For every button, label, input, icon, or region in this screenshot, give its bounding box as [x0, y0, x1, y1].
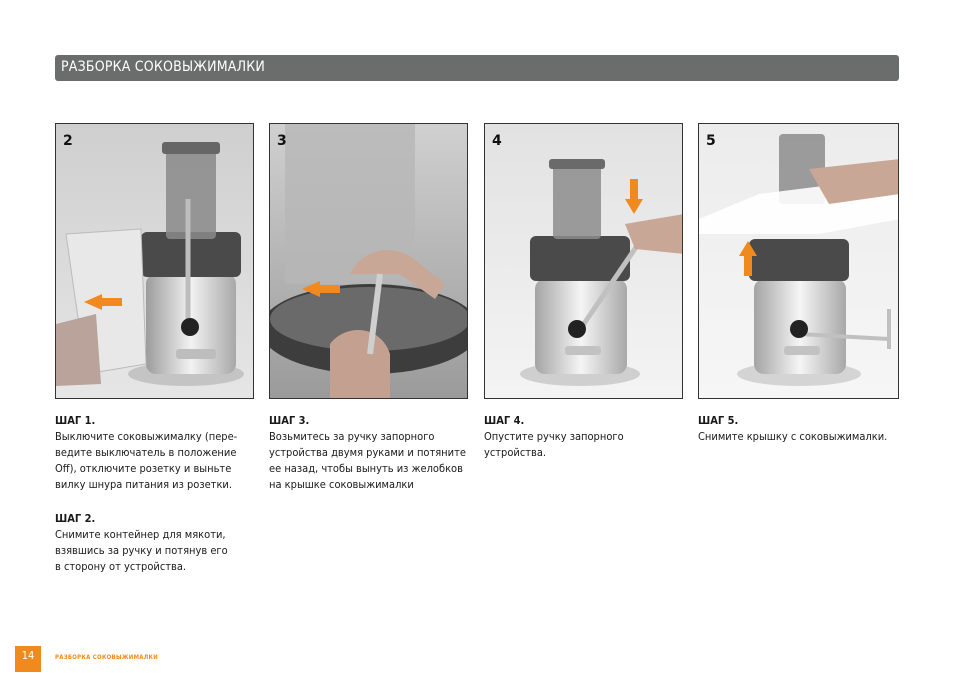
step-2-line: Снимите контейнер для мякоти, [55, 528, 226, 541]
step-1-line: вилку шнура питания из розетки. [55, 478, 232, 491]
footer-section-label: РАЗБОРКА СОКОВЫЖИМАЛКИ [55, 654, 159, 661]
step-2-line: в сторону от устройства. [55, 560, 187, 573]
step-1-caption [55, 413, 245, 493]
photo-number: 2 [63, 133, 73, 149]
photo-step-5 [698, 123, 899, 399]
photo-number: 5 [706, 133, 716, 149]
step-5-title: ШАГ 5. [698, 414, 739, 427]
juicer-illustration-2 [56, 124, 254, 399]
step-3-line: ее назад, чтобы вынуть из желобков [269, 462, 463, 475]
photo-step-3 [269, 123, 468, 399]
step-1-title: ШАГ 1. [55, 414, 96, 427]
step-2-title: ШАГ 2. [55, 512, 96, 525]
step-2-caption [55, 511, 245, 575]
step-1-line: Выключите соковыжималку (пере- [55, 430, 238, 443]
juicer-illustration-3 [270, 124, 468, 399]
step-4-title: ШАГ 4. [484, 414, 525, 427]
photo-step-2 [55, 123, 254, 399]
photo-number: 4 [492, 133, 502, 149]
juicer-illustration-5 [699, 124, 899, 399]
section-header-bar [55, 55, 899, 81]
page-number: 14 [15, 646, 41, 672]
step-4-line: устройства. [484, 446, 547, 459]
step-3-title: ШАГ 3. [269, 414, 310, 427]
step-4-line: Опустите ручку запорного [484, 430, 624, 443]
step-5-caption [698, 413, 899, 445]
step-1-line: ведите выключатель в положение [55, 446, 237, 459]
section-title: РАЗБОРКА СОКОВЫЖИМАЛКИ [61, 59, 266, 75]
step-3-caption [269, 413, 474, 493]
step-2-line: взявшись за ручку и потянув его [55, 544, 228, 557]
photo-step-4 [484, 123, 683, 399]
step-3-line: Возьмитесь за ручку запорного [269, 430, 435, 443]
step-3-line: на крышке соковыжималки [269, 478, 414, 491]
step-1-line: Off), отключите розетку и выньте [55, 462, 232, 475]
step-4-caption [484, 413, 674, 461]
step-5-line: Снимите крышку с соковыжималки. [698, 430, 888, 443]
juicer-illustration-4 [485, 124, 683, 399]
photo-number: 3 [277, 133, 287, 149]
step-3-line: устройства двумя руками и потяните [269, 446, 466, 459]
